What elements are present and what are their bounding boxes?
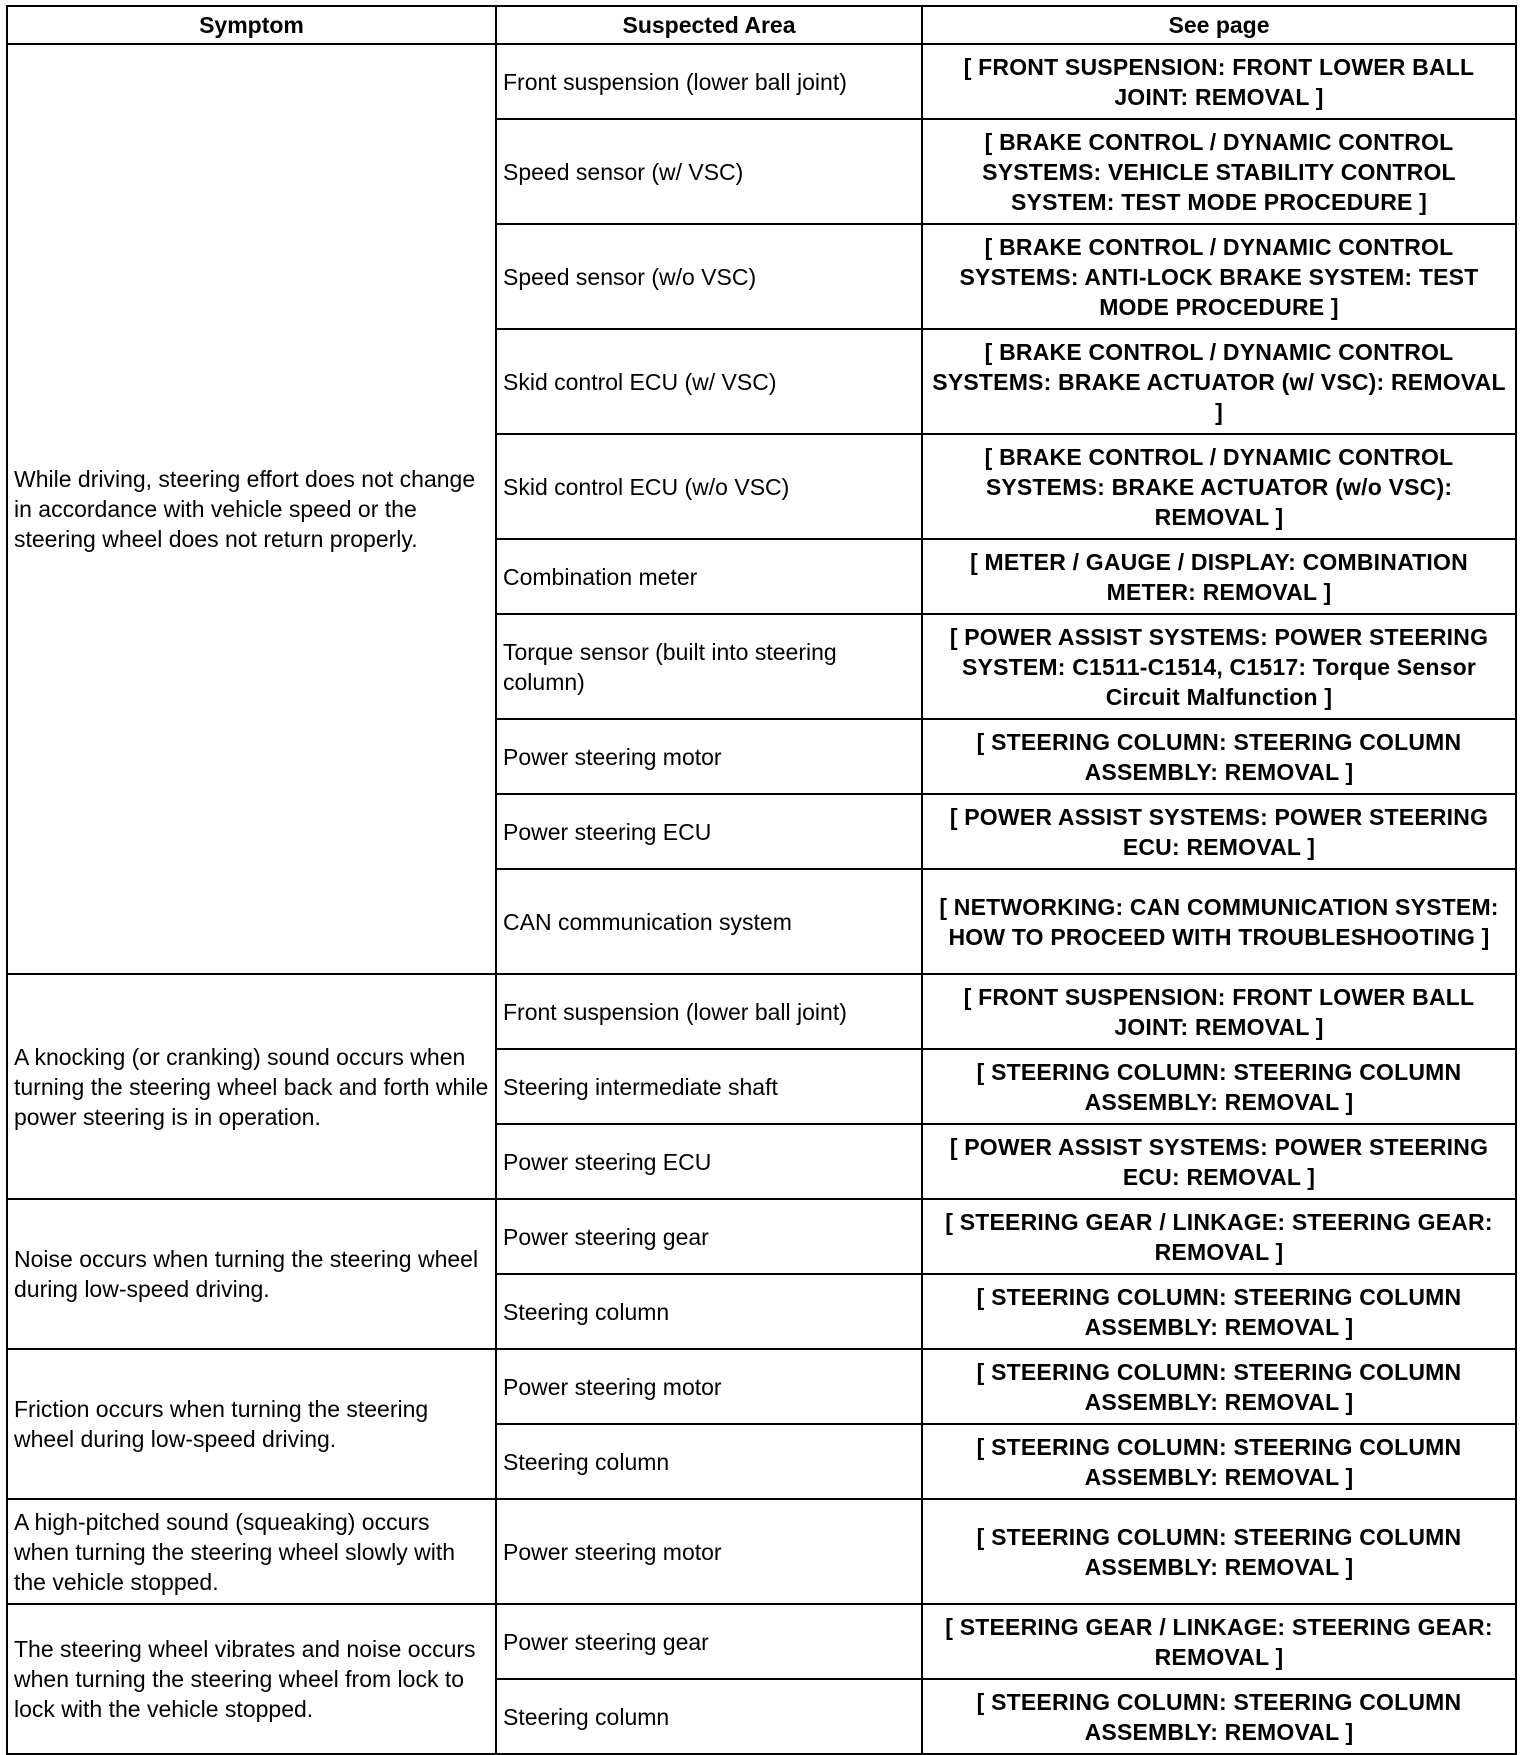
- suspected-area-cell: Front suspension (lower ball joint): [496, 44, 922, 119]
- see-page-cell: [ BRAKE CONTROL / DYNAMIC CONTROL SYSTEMS: ANTI-LOCK BRAKE SYSTEM: TEST MODE PROCEDURE ]: [922, 224, 1516, 329]
- see-page-cell: [ BRAKE CONTROL / DYNAMIC CONTROL SYSTEMS: BRAKE ACTUATOR (w/o VSC): REMOVAL ]: [922, 434, 1516, 539]
- suspected-area-cell: Steering column: [496, 1679, 922, 1754]
- header-see-page: See page: [922, 6, 1516, 44]
- suspected-area-cell: Front suspension (lower ball joint): [496, 974, 922, 1049]
- suspected-area-cell: Power steering ECU: [496, 794, 922, 869]
- see-page-cell: [ STEERING GEAR / LINKAGE: STEERING GEAR: REMOVAL ]: [922, 1199, 1516, 1274]
- symptom-cell: The steering wheel vibrates and noise occurs when turning the steering wheel from lock to lock with the vehicle stopped.: [7, 1604, 496, 1754]
- suspected-area-cell: Power steering gear: [496, 1604, 922, 1679]
- see-page-cell: [ FRONT SUSPENSION: FRONT LOWER BALL JOINT: REMOVAL ]: [922, 44, 1516, 119]
- suspected-area-cell: Steering column: [496, 1274, 922, 1349]
- suspected-area-cell: Speed sensor (w/ VSC): [496, 119, 922, 224]
- header-symptom: Symptom: [7, 6, 496, 44]
- suspected-area-cell: Combination meter: [496, 539, 922, 614]
- suspected-area-cell: Torque sensor (built into steering column): [496, 614, 922, 719]
- table-row: [7, 1349, 1516, 1424]
- see-page-cell: [ STEERING COLUMN: STEERING COLUMN ASSEMBLY: REMOVAL ]: [922, 1679, 1516, 1754]
- suspected-area-cell: CAN communication system: [496, 869, 922, 974]
- suspected-area-cell: Power steering ECU: [496, 1124, 922, 1199]
- table-row: [7, 1199, 1516, 1274]
- symptom-cell: A knocking (or cranking) sound occurs when turning the steering wheel back and forth while power steering is in operation.: [7, 974, 496, 1199]
- see-page-cell: [ STEERING COLUMN: STEERING COLUMN ASSEMBLY: REMOVAL ]: [922, 1049, 1516, 1124]
- see-page-cell: [ POWER ASSIST SYSTEMS: POWER STEERING SYSTEM: C1511-C1514, C1517: Torque Sensor Circuit Malfunction ]: [922, 614, 1516, 719]
- see-page-cell: [ FRONT SUSPENSION: FRONT LOWER BALL JOINT: REMOVAL ]: [922, 974, 1516, 1049]
- see-page-cell: [ BRAKE CONTROL / DYNAMIC CONTROL SYSTEMS: VEHICLE STABILITY CONTROL SYSTEM: TEST MODE PROCEDURE ]: [922, 119, 1516, 224]
- see-page-cell: [ STEERING COLUMN: STEERING COLUMN ASSEMBLY: REMOVAL ]: [922, 1274, 1516, 1349]
- suspected-area-cell: Power steering motor: [496, 1499, 922, 1604]
- suspected-area-cell: Speed sensor (w/o VSC): [496, 224, 922, 329]
- see-page-cell: [ STEERING COLUMN: STEERING COLUMN ASSEMBLY: REMOVAL ]: [922, 1349, 1516, 1424]
- table-row: [7, 974, 1516, 1049]
- see-page-cell: [ POWER ASSIST SYSTEMS: POWER STEERING ECU: REMOVAL ]: [922, 794, 1516, 869]
- table-row: [7, 1604, 1516, 1679]
- suspected-area-cell: Power steering motor: [496, 1349, 922, 1424]
- header-suspected-area: Suspected Area: [496, 6, 922, 44]
- suspected-area-cell: Power steering gear: [496, 1199, 922, 1274]
- suspected-area-cell: Power steering motor: [496, 719, 922, 794]
- see-page-cell: [ NETWORKING: CAN COMMUNICATION SYSTEM: HOW TO PROCEED WITH TROUBLESHOOTING ]: [922, 869, 1516, 974]
- see-page-cell: [ STEERING COLUMN: STEERING COLUMN ASSEMBLY: REMOVAL ]: [922, 1499, 1516, 1604]
- see-page-cell: [ METER / GAUGE / DISPLAY: COMBINATION METER: REMOVAL ]: [922, 539, 1516, 614]
- symptom-cell: Noise occurs when turning the steering wheel during low-speed driving.: [7, 1199, 496, 1349]
- see-page-cell: [ STEERING COLUMN: STEERING COLUMN ASSEMBLY: REMOVAL ]: [922, 1424, 1516, 1499]
- table-header-row: [7, 6, 1516, 44]
- suspected-area-cell: Steering column: [496, 1424, 922, 1499]
- see-page-cell: [ POWER ASSIST SYSTEMS: POWER STEERING ECU: REMOVAL ]: [922, 1124, 1516, 1199]
- symptom-cell: Friction occurs when turning the steering wheel during low-speed driving.: [7, 1349, 496, 1499]
- symptom-cell: A high-pitched sound (squeaking) occurs when turning the steering wheel slowly with the vehicle stopped.: [7, 1499, 496, 1604]
- see-page-cell: [ STEERING COLUMN: STEERING COLUMN ASSEMBLY: REMOVAL ]: [922, 719, 1516, 794]
- suspected-area-cell: Steering intermediate shaft: [496, 1049, 922, 1124]
- diagnosis-table: [6, 5, 1517, 1755]
- see-page-cell: [ STEERING GEAR / LINKAGE: STEERING GEAR: REMOVAL ]: [922, 1604, 1516, 1679]
- suspected-area-cell: Skid control ECU (w/ VSC): [496, 329, 922, 434]
- table-row: [7, 1499, 1516, 1604]
- symptom-cell: While driving, steering effort does not change in accordance with vehicle speed or the steering wheel does not return properly.: [7, 44, 496, 974]
- suspected-area-cell: Skid control ECU (w/o VSC): [496, 434, 922, 539]
- see-page-cell: [ BRAKE CONTROL / DYNAMIC CONTROL SYSTEMS: BRAKE ACTUATOR (w/ VSC): REMOVAL ]: [922, 329, 1516, 434]
- table-row: [7, 44, 1516, 119]
